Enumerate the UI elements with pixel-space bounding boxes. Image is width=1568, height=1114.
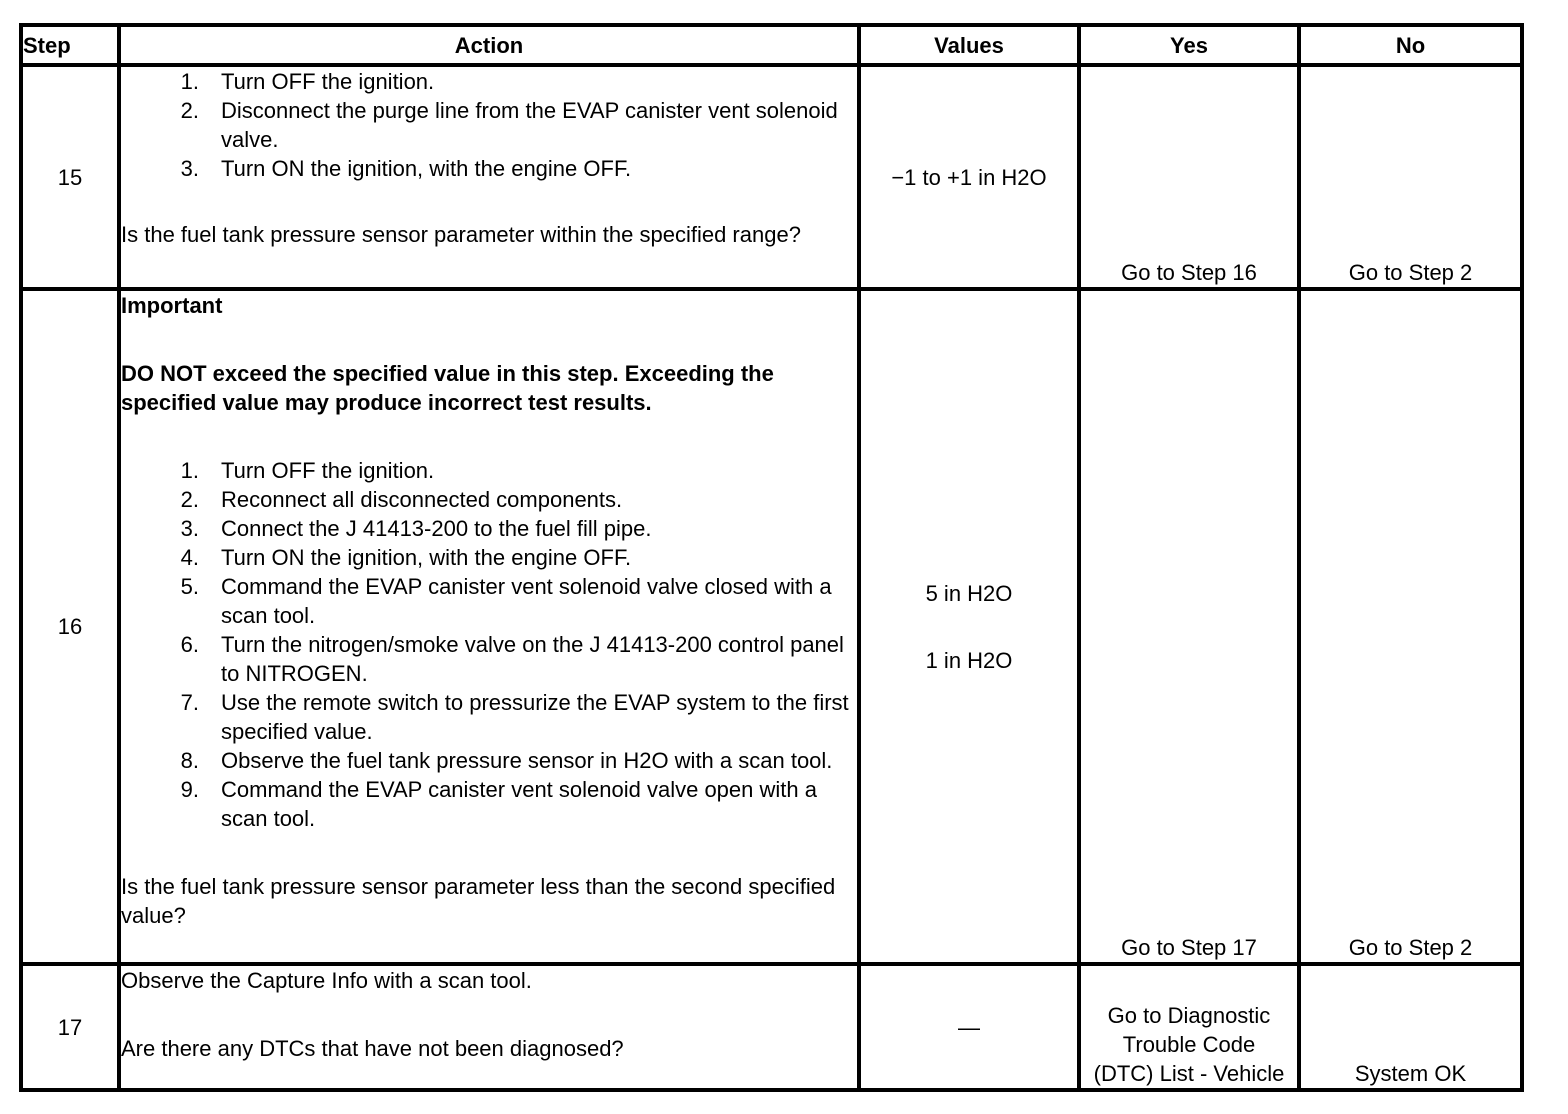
question-text: Is the fuel tank pressure sensor parameter within the specified range? xyxy=(121,222,801,247)
values-cell xyxy=(859,289,1079,964)
table-row-step-17 xyxy=(21,964,1522,1090)
step-list xyxy=(121,67,857,183)
action-cell xyxy=(119,964,859,1090)
question-text: Is the fuel tank pressure sensor parameter less than the second specified value? xyxy=(121,874,836,928)
first-specified-value: 5 in H2O xyxy=(925,580,1013,606)
question-text: Are there any DTCs that have not been diagnosed? xyxy=(121,1036,624,1061)
no-cell: System OK xyxy=(1299,964,1522,1090)
important-text: DO NOT exceed the specified value in this step. Exceeding the specified value may produce incorrect test results. xyxy=(121,361,774,415)
instruction-text: Observe the Capture Info with a scan tool. xyxy=(121,968,532,993)
header-action: Action xyxy=(119,25,859,65)
list-item: 3. Connect the J 41413-200 to the fuel fill pipe. xyxy=(180,516,652,541)
action-cell xyxy=(119,65,859,289)
header-row xyxy=(21,25,1522,65)
no-cell: Go to Step 2 xyxy=(1299,65,1522,289)
list-item: 4. Turn ON the ignition, with the engine OFF. xyxy=(180,545,632,570)
yes-cell: Go to Diagnostic Trouble Code (DTC) List - Vehicle xyxy=(1079,964,1299,1090)
list-item: 2. Reconnect all disconnected components. xyxy=(180,487,623,512)
list-item: 6. Turn the nitrogen/smoke valve on the J 41413-200 control panel to NITROGEN. xyxy=(180,632,844,686)
list-item: 1. Turn OFF the ignition. xyxy=(180,458,435,483)
action-cell xyxy=(119,289,859,964)
values-cell: — xyxy=(859,964,1079,1090)
diagnostic-table xyxy=(19,23,1524,1092)
list-item: 5. Command the EVAP canister vent solenoid valve closed with a scan tool. xyxy=(180,574,832,628)
header-values: Values xyxy=(859,25,1079,65)
header-yes: Yes xyxy=(1079,25,1299,65)
table-row-step-16 xyxy=(21,289,1522,964)
header-no: No xyxy=(1299,25,1522,65)
step-number: 15 xyxy=(21,65,119,289)
values-cell: −1 to +1 in H2O xyxy=(859,65,1079,289)
important-title: Important xyxy=(121,293,223,318)
list-item: 7. Use the remote switch to pressurize the EVAP system to the first specified value. xyxy=(180,690,849,744)
step-number: 16 xyxy=(21,289,119,964)
list-item: 1. Turn OFF the ignition. xyxy=(180,69,435,94)
list-item: 9. Command the EVAP canister vent solenoid valve open with a scan tool. xyxy=(180,777,817,831)
no-cell: Go to Step 2 xyxy=(1299,289,1522,964)
list-item: 2. Disconnect the purge line from the EVAP canister vent solenoid valve. xyxy=(180,98,838,152)
second-specified-value: 1 in H2O xyxy=(925,647,1013,673)
list-item: 8. Observe the fuel tank pressure sensor in H2O with a scan tool. xyxy=(180,748,833,773)
yes-cell: Go to Step 16 xyxy=(1079,65,1299,289)
step-number: 17 xyxy=(21,964,119,1090)
header-step: Step xyxy=(21,25,119,65)
step-list xyxy=(121,456,857,833)
list-item: 3. Turn ON the ignition, with the engine OFF. xyxy=(180,156,632,181)
table-row-step-15 xyxy=(21,65,1522,289)
yes-cell: Go to Step 17 xyxy=(1079,289,1299,964)
